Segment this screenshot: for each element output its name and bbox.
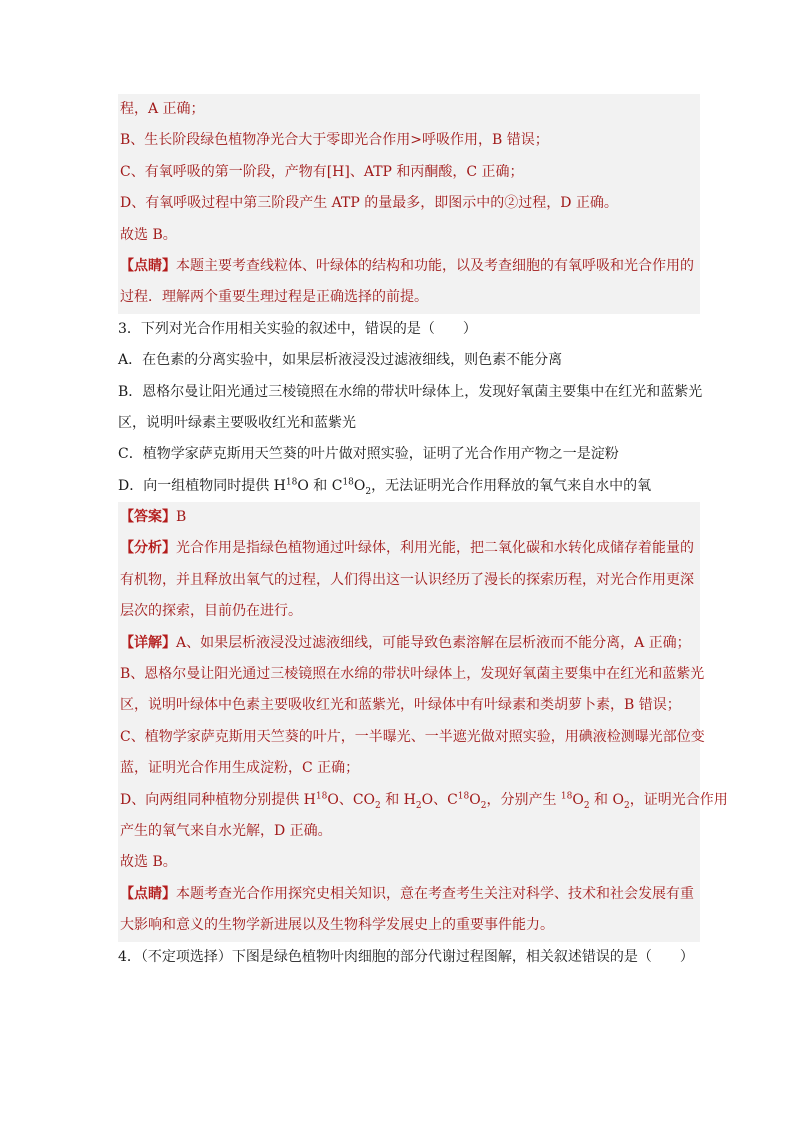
tip-tag: 【点睛】 — [120, 885, 176, 902]
analysis-line-3: 层次的探索，目前仍在进行。 — [118, 596, 700, 627]
detail-d-text: ，证明光合作用 — [629, 791, 728, 808]
detail-line-b-2: 区，说明叶绿体中色素主要吸收红光和蓝紫光，叶绿体中有叶绿素和类胡萝卜素，B 错误； — [118, 690, 700, 721]
analysis-tag: 【分析】 — [120, 540, 176, 557]
option-d-text: D．向一组植物同时提供 H — [118, 477, 286, 494]
tip-line-2: 过程．理解两个重要生理过程是正确选择的前提。 — [118, 282, 700, 313]
explanation-line-d: D、有氧呼吸过程中第三阶段产生 ATP 的量最多，即图示中的②过程，D 正确。 — [118, 188, 700, 219]
explanation-line-a: 程，A 正确； — [118, 94, 700, 125]
explanation-line-b: B、生长阶段绿色植物净光合大于零即光合作用>呼吸作用，B 错误； — [118, 125, 700, 156]
superscript: 18 — [285, 477, 298, 488]
option-d-text: O 和 C — [297, 477, 343, 494]
detail-d-text: 和 H — [380, 791, 416, 808]
superscript: 18 — [342, 477, 354, 488]
answer-tag: 【答案】 — [120, 509, 176, 526]
detail-d-text: ，分别产生 — [486, 791, 561, 808]
detail-tag: 【详解】 — [120, 634, 176, 651]
detail-d-text: O、CO — [327, 791, 376, 808]
question-3-option-b-2: 区，说明叶绿素主要吸收红光和蓝紫光 — [118, 414, 356, 431]
subscript: 2 — [623, 800, 630, 811]
subscript: 2 — [480, 800, 487, 811]
detail-line-c-1: C、植物学家萨克斯用天竺葵的叶片，一半曝光、一半遮光做对照实验，用碘液检测曝光部位变 — [118, 722, 700, 753]
document-content — [118, 94, 728, 973]
subscript: 2 — [583, 800, 590, 811]
question-3-option-a: A．在色素的分离实验中，如果层析液浸没过滤液细线，则色素不能分离 — [118, 352, 563, 369]
superscript: 18 — [315, 790, 328, 801]
analysis-line-2: 有机物，并且释放出氧气的过程，人们得出这一认识经历了漫长的探索历程，对光合作用更深 — [118, 565, 700, 596]
option-d-text: ，无法证明光合作用释放的氧气来自水中的氧 — [371, 477, 652, 494]
question-4-stem: 4．（不定项选择）下图是绿色植物叶肉细胞的部分代谢过程图解，相关叙述错误的是（ ） — [118, 948, 694, 965]
question-3-option-c: C．植物学家萨克斯用天竺葵的叶片做对照实验，证明了光合作用产物之一是淀粉 — [118, 446, 619, 463]
tip-line-1 — [118, 879, 700, 910]
explanation-line-c: C、有氧呼吸的第一阶段，产物有[H]、ATP 和丙酮酸，C 正确； — [118, 157, 700, 188]
tip-line-2: 大影响和意义的生物学新进展以及生物科学发展史上的重要事件能力。 — [118, 910, 700, 941]
detail-line-c-2: 蓝，证明光合作用生成淀粉，C 正确； — [118, 753, 700, 784]
choice-line: 故选 B。 — [118, 220, 700, 251]
detail-text: A、如果层析液浸没过滤液细线，可能导致色素溶解在层析液而不能分离，A 正确； — [176, 634, 691, 651]
question-3-stem: 3．下列对光合作用相关实验的叙述中，错误的是（ ） — [118, 320, 477, 337]
option-d-text: O — [353, 477, 366, 494]
answer-value: B — [176, 509, 187, 526]
answer-line — [118, 502, 700, 533]
question-3-option-b-1: B．恩格尔曼让阳光通过三棱镜照在水绵的带状叶绿体上，发现好氧菌主要集中在红光和蓝紫光 — [118, 383, 703, 400]
detail-line-b-1: B、恩格尔曼让阳光通过三棱镜照在水绵的带状叶绿体上，发现好氧菌主要集中在红光和蓝紫光 — [118, 659, 700, 690]
choice-line: 故选 B。 — [118, 847, 700, 878]
detail-d-text: O — [572, 791, 584, 808]
subscript: 2 — [375, 800, 381, 811]
detail-d-text: O、C — [421, 791, 458, 808]
tip-text: 本题考查光合作用探究史相关知识，意在考查考生关注对科学、技术和社会发展有重 — [176, 885, 694, 902]
analysis-line-1 — [118, 533, 700, 564]
detail-line-d-1 — [118, 785, 728, 816]
detail-d-text: 和 O — [589, 791, 624, 808]
question-3-option-d — [118, 471, 700, 502]
superscript: 18 — [560, 790, 573, 801]
analysis-text: 光合作用是指绿色植物通过叶绿体，利用光能，把二氧化碳和水转化成储存着能量的 — [176, 540, 694, 557]
detail-line-d-2: 产生的氧气来自水光解，D 正确。 — [118, 816, 700, 847]
subscript: 2 — [365, 486, 372, 497]
tip-text: 本题主要考查线粒体、叶绿体的结构和功能，以及考查细胞的有氧呼吸和光合作用的 — [176, 257, 694, 274]
detail-line-a — [118, 628, 700, 659]
tip-line-1 — [118, 251, 700, 282]
tip-tag: 【点睛】 — [120, 257, 176, 274]
subscript: 2 — [415, 800, 422, 811]
detail-d-text: D、向两组同种植物分别提供 H — [120, 791, 316, 808]
superscript: 18 — [457, 790, 470, 801]
detail-d-text: O — [469, 791, 481, 808]
